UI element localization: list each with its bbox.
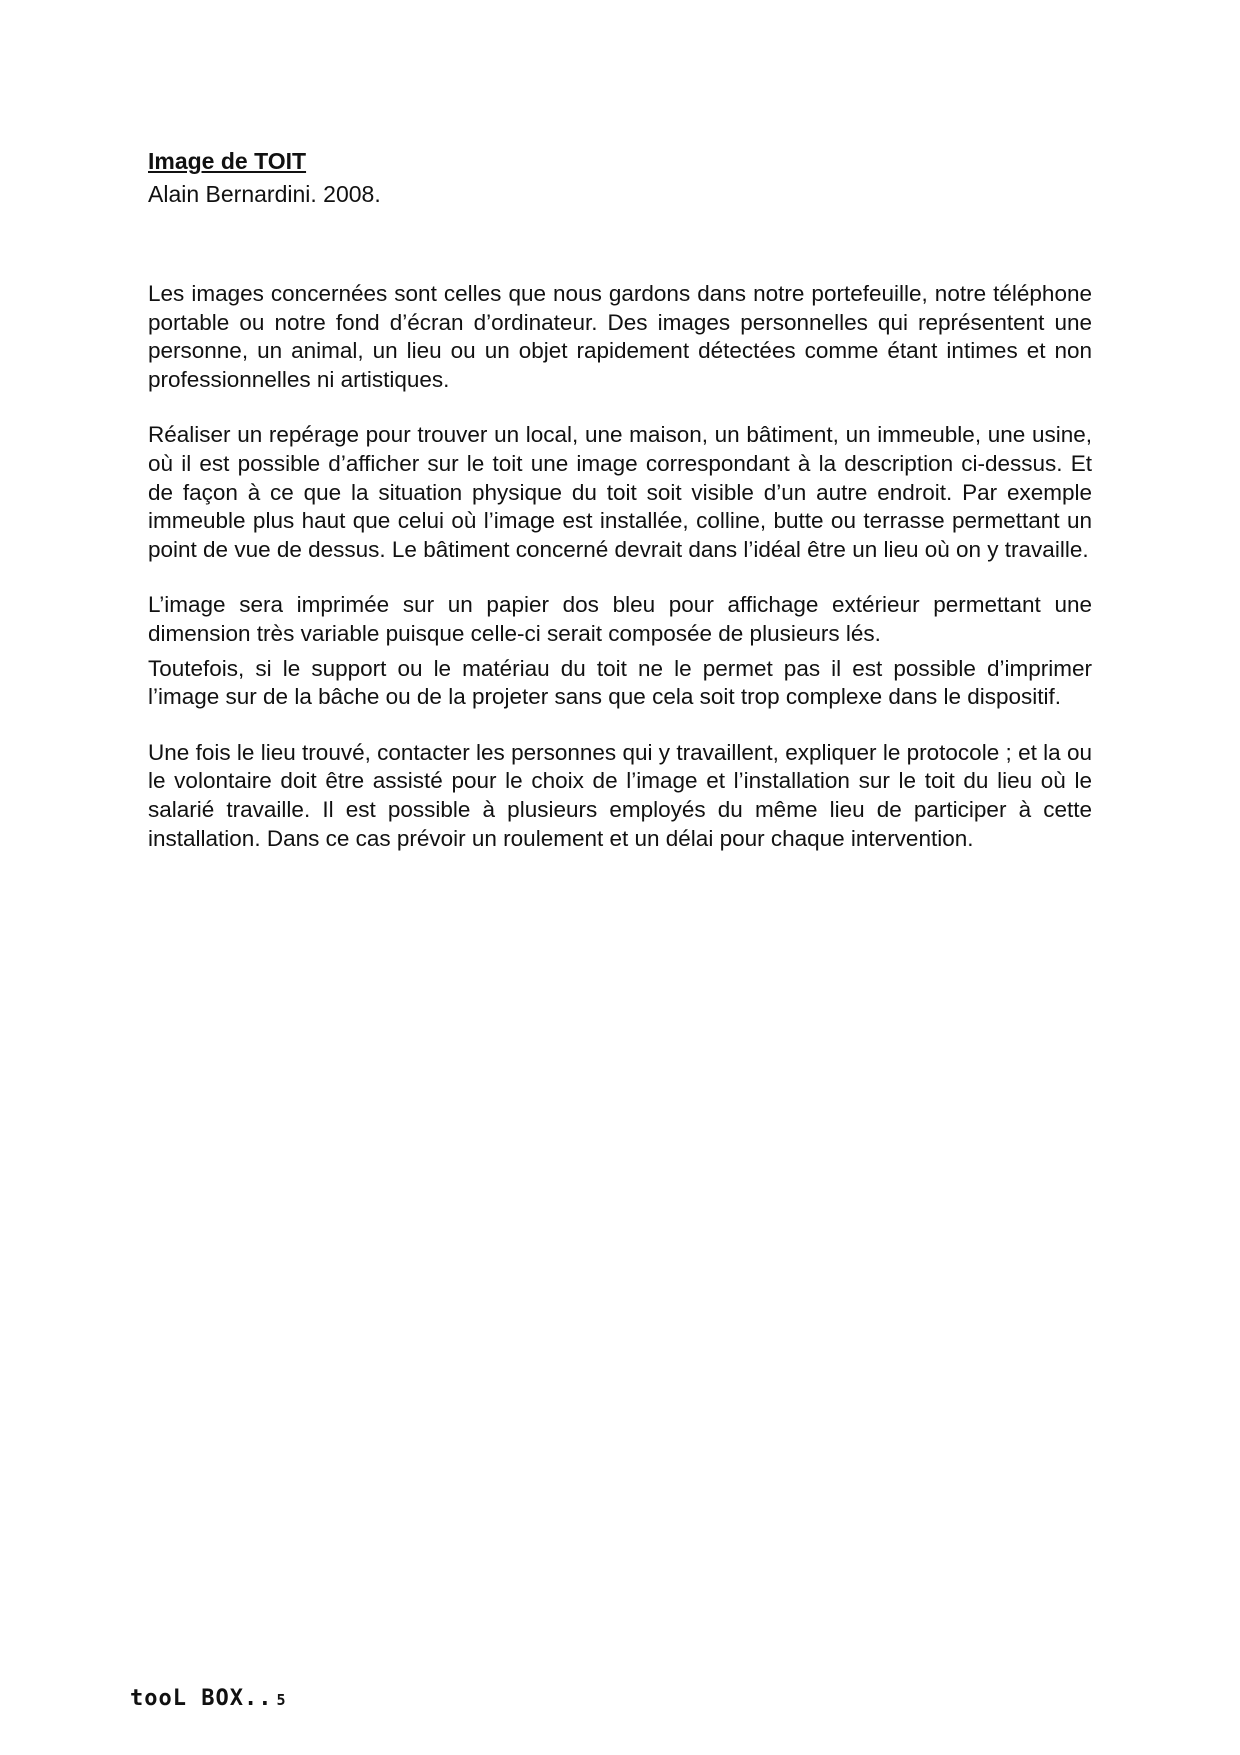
- paragraph-5: Une fois le lieu trouvé, contacter les personnes qui y travaillent, expliquer le protocole ; et la ou le volontaire doit être assisté pour le choix de l’image et l’installation sur le toit du lieu où le salarié travaille. Il est possible à plusieurs employés du même lieu de participer à cette installation. Dans ce cas prévoir un roulement et un délai pour chaque intervention.: [148, 739, 1092, 851]
- paragraph-4: Toutefois, si le support ou le matériau du toit ne le permet pas il est possible d’imprimer l’image sur de la bâche ou de la projeter sans que cela soit trop complexe dans le dispositif.: [148, 655, 1092, 710]
- paragraph-2: Réaliser un repérage pour trouver un local, une maison, un bâtiment, un immeuble, une usine, où il est possible d’afficher sur le toit une image correspondant à la description ci-dessus. Et de façon à ce que la situation physique du toit soit visible d’un autre endroit. Par exemple immeuble plus haut que celui où l’image est installée, colline, butte ou terrasse permettant un point de vue de dessus. Le bâtiment concerné devrait dans l’idéal être un lieu où on y travaille.: [148, 422, 1092, 562]
- document-title: Image de TOIT: [148, 148, 307, 174]
- page-footer: [130, 1686, 285, 1714]
- page-number: 5: [276, 1691, 286, 1709]
- paragraph-3: L’image sera imprimée sur un papier dos bleu pour affichage extérieur permettant une dimension très variable puisque celle-ci serait composée de plusieurs lés.: [148, 592, 1092, 646]
- footer-brand: tooL BOX..: [130, 1686, 273, 1711]
- paragraph-1: Les images concernées sont celles que nous gardons dans notre portefeuille, notre téléphone portable ou notre fond d’écran d’ordinateur. Des images personnelles qui représentent une personne, un animal, un lieu ou un objet rapidement détectées comme étant intimes et non professionnelles ni artistiques.: [148, 281, 1092, 392]
- author-line: Alain Bernardini. 2008.: [148, 181, 381, 207]
- document-body: [148, 146, 1092, 853]
